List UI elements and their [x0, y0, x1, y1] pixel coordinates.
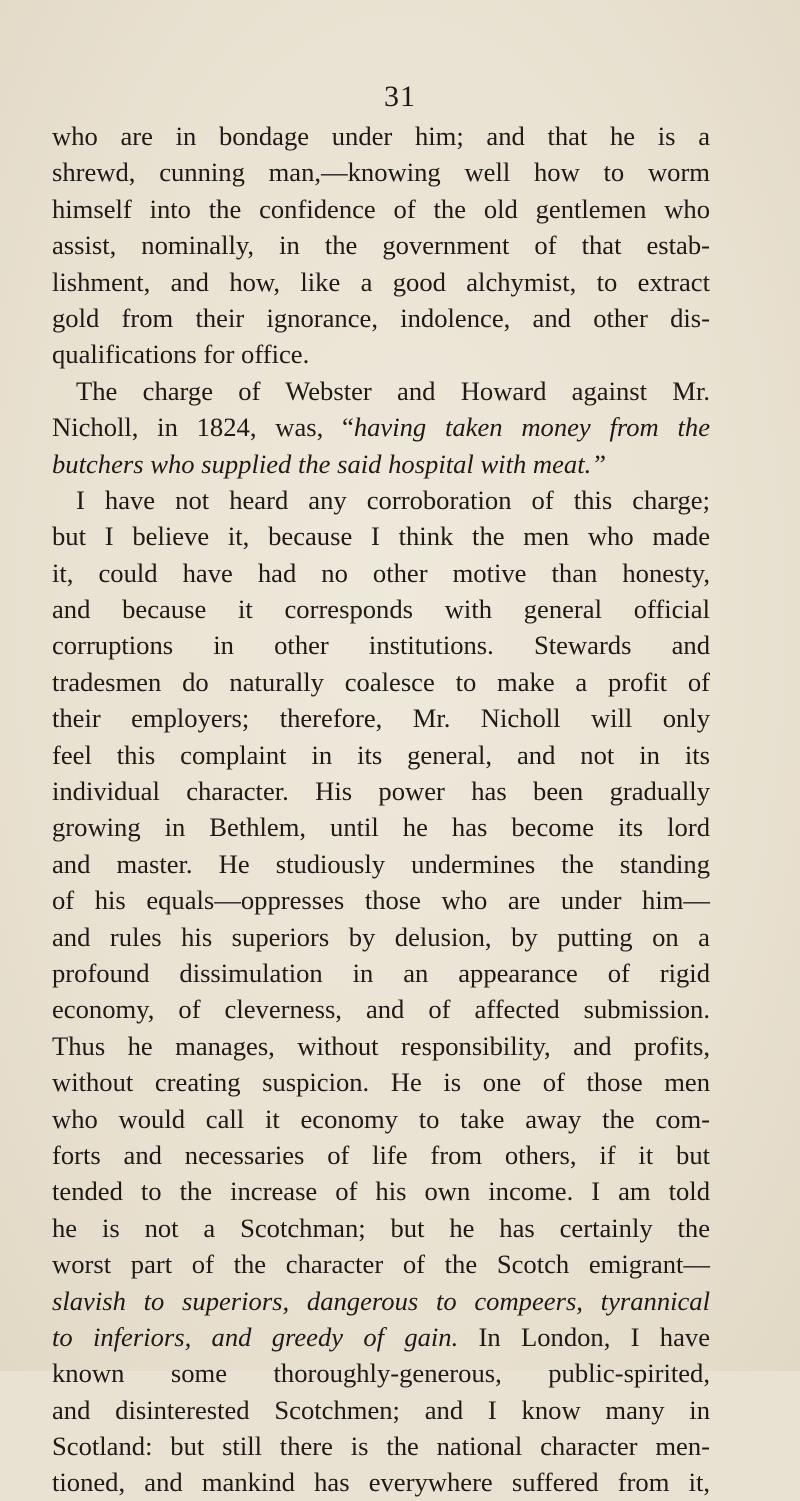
text-line: butchers who supplied the said hospital with meat.”: [52, 448, 607, 479]
text-line: The charge of Webster and Howard against Mr.: [76, 375, 710, 406]
text-line: tradesmen do naturally coalesce to make a profit of: [52, 666, 710, 697]
text-line: their employers; therefore, Mr. Nicholl will only: [52, 703, 710, 734]
text-line: I have not heard any corroboration of this charge;: [76, 484, 710, 515]
body-text: [52, 118, 710, 1501]
text-line: it, could have had no other motive than honesty,: [52, 557, 710, 588]
text-line: known some thoroughly-generous, public-spirited,: [52, 1358, 710, 1389]
text-line: who are in bondage under him; and that he is a: [52, 121, 710, 151]
text-line: Thus he manages, without responsibility, and profits,: [52, 1030, 710, 1061]
text-line: and master. He studiously undermines the standing: [52, 848, 710, 879]
text-line: profound dissimulation in an appearance of rigid: [52, 957, 710, 988]
text-line: and disinterested Scotchmen; and I know many in: [52, 1394, 710, 1425]
text-line: lishment, and how, like a good alchymist, to extract: [52, 266, 710, 297]
text-line: of his equals—oppresses those who are under him—: [52, 885, 710, 916]
text-line: slavish to superiors, dangerous to compeers, tyrannical: [52, 1285, 710, 1316]
text-line: who would call it economy to take away the com-: [52, 1103, 710, 1134]
text-line: Nicholl, in 1824, was, “having taken money from the: [52, 412, 710, 443]
text-line: he is not a Scotchman; but he has certainly the: [52, 1212, 710, 1243]
text-line: and because it corresponds with general official: [52, 594, 710, 625]
text-line: feel this complaint in its general, and not in its: [52, 739, 710, 770]
text-line: forts and necessaries of life from others, if it but: [52, 1139, 710, 1170]
text-line: to inferiors, and greedy of gain. In London, I have: [52, 1321, 711, 1352]
text-line: worst part of the character of the Scotch emigrant—: [52, 1249, 710, 1280]
text-line: qualifications for office.: [52, 339, 310, 370]
text-line: individual character. His power has been gradually: [52, 776, 710, 807]
text-line: and rules his superiors by delusion, by putting on a: [52, 921, 710, 952]
text-line: himself into the confidence of the old gentlemen who: [52, 193, 710, 224]
text-line: tioned, and mankind has everywhere suffered from it,: [52, 1467, 710, 1498]
text-line: economy, of cleverness, and of affected submission.: [52, 994, 710, 1025]
text-line: shrewd, cunning man,—knowing well how to worm: [52, 157, 710, 188]
text-line: without creating suspicion. He is one of those men: [52, 1067, 710, 1098]
italic-text: to inferiors, and greedy of gain.: [52, 1321, 459, 1352]
text-line: tended to the increase of his own income. I am told: [52, 1176, 710, 1207]
text-line: but I believe it, because I think the men who made: [52, 521, 710, 552]
page-number: 31: [384, 80, 416, 113]
text-line: gold from their ignorance, indolence, and other dis-: [52, 302, 710, 333]
italic-text: having taken money from the: [353, 412, 710, 443]
text-line: assist, nominally, in the government of that estab-: [52, 230, 710, 261]
text-line: corruptions in other institutions. Stewards and: [52, 630, 710, 661]
text-line: Scotland: but still there is the national character men-: [52, 1431, 710, 1462]
text-line: growing in Bethlem, until he has become its lord: [52, 812, 710, 843]
